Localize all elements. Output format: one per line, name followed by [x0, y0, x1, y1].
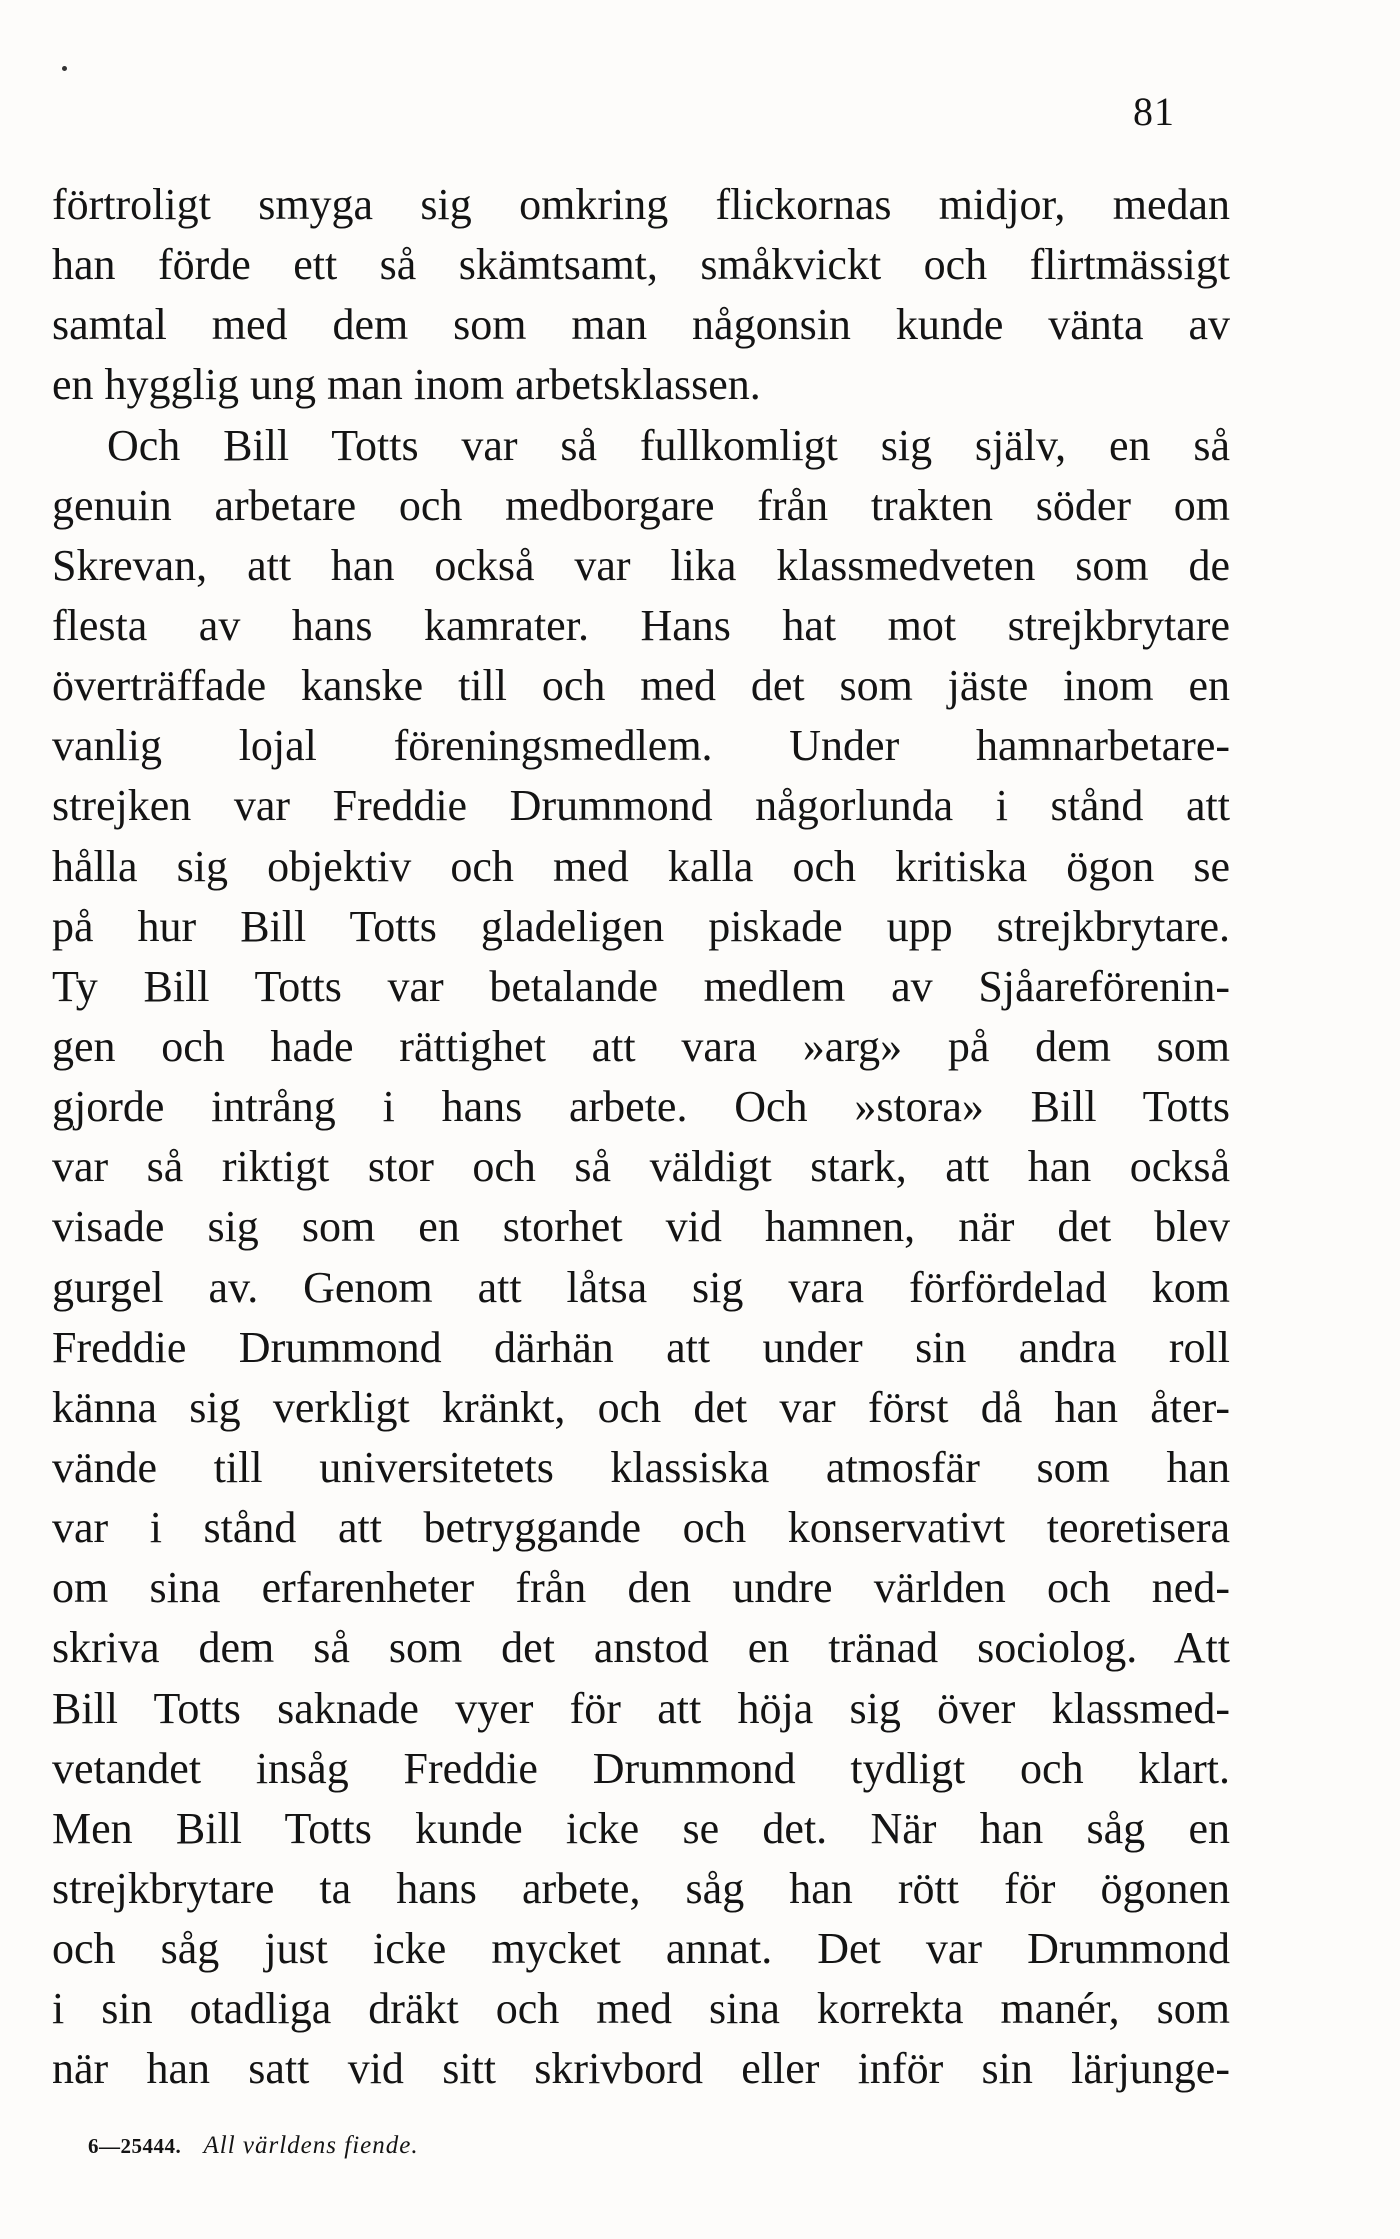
running-title: All världens fiende.: [203, 2132, 419, 2159]
text-line: var i stånd att betryggande och konservativt teoretisera: [52, 1503, 1230, 1553]
text-line: strejken var Freddie Drummond någorlunda i stånd att: [52, 781, 1230, 831]
text-line: om sina erfarenheter från den undre världen och ned-: [52, 1563, 1230, 1613]
text-line: Freddie Drummond därhän att under sin andra roll: [52, 1322, 1230, 1372]
text-line: känna sig verkligt kränkt, och det var först då han åter-: [52, 1382, 1230, 1432]
text-line: gurgel av. Genom att låtsa sig vara förfördelad kom: [52, 1262, 1230, 1312]
text-line: skriva dem så som det anstod en tränad sociolog. Att: [52, 1623, 1230, 1673]
text-line: när han satt vid sitt skrivbord eller inför sin lärjunge-: [52, 2044, 1230, 2094]
text-line: samtal med dem som man någonsin kunde vänta av: [52, 300, 1230, 350]
text-line: i sin otadliga dräkt och med sina korrekta manér, som: [52, 1984, 1230, 2034]
text-line: hålla sig objektiv och med kalla och kritiska ögon se: [52, 841, 1230, 891]
text-line: Skrevan, att han också var lika klassmedveten som de: [52, 540, 1230, 590]
text-line: han förde ett så skämtsamt, småkvickt och flirtmässigt: [52, 240, 1230, 290]
text-line: Ty Bill Totts var betalande medlem av Sjåareförenin-: [52, 961, 1230, 1011]
text-line: var så riktigt stor och så väldigt stark, att han också: [52, 1142, 1230, 1192]
text-line: vetandet insåg Freddie Drummond tydligt och klart.: [52, 1743, 1230, 1793]
text-line: förtroligt smyga sig omkring flickornas midjor, medan: [52, 180, 1230, 229]
text-line: och såg just icke mycket annat. Det var Drummond: [52, 1924, 1230, 1974]
text-line: Och Bill Totts var så fullkomligt sig själv, en så: [107, 420, 1230, 470]
text-line: vände till universitetets klassiska atmosfär som han: [52, 1442, 1230, 1492]
body-text: [52, 175, 1230, 2100]
text-line: strejkbrytare ta hans arbete, såg han rött för ögonen: [52, 1863, 1230, 1913]
page-number: 81: [1133, 89, 1175, 134]
text-line: visade sig som en storhet vid hamnen, när det blev: [52, 1202, 1230, 1252]
text-line: en hygglig ung man inom arbetsklassen.: [52, 360, 761, 410]
text-line: på hur Bill Totts gladeligen piskade upp strejkbrytare.: [52, 901, 1230, 951]
text-line: gjorde intrång i hans arbete. Och »stora» Bill Totts: [52, 1082, 1230, 1132]
printer-signature: 6—25444.: [88, 2134, 182, 2158]
text-line: vanlig lojal föreningsmedlem. Under hamnarbetare-: [52, 721, 1230, 771]
stray-mark: [62, 66, 67, 71]
text-line: överträffade kanske till och med det som jäste inom en: [52, 661, 1230, 711]
text-line: Men Bill Totts kunde icke se det. När han såg en: [52, 1803, 1230, 1853]
page-footer: [88, 2132, 419, 2160]
text-line: genuin arbetare och medborgare från trakten söder om: [52, 480, 1230, 530]
text-line: flesta av hans kamrater. Hans hat mot strejkbrytare: [52, 600, 1230, 650]
text-line: gen och hade rättighet att vara »arg» på dem som: [52, 1021, 1230, 1071]
text-line: Bill Totts saknade vyer för att höja sig över klassmed-: [52, 1683, 1230, 1733]
